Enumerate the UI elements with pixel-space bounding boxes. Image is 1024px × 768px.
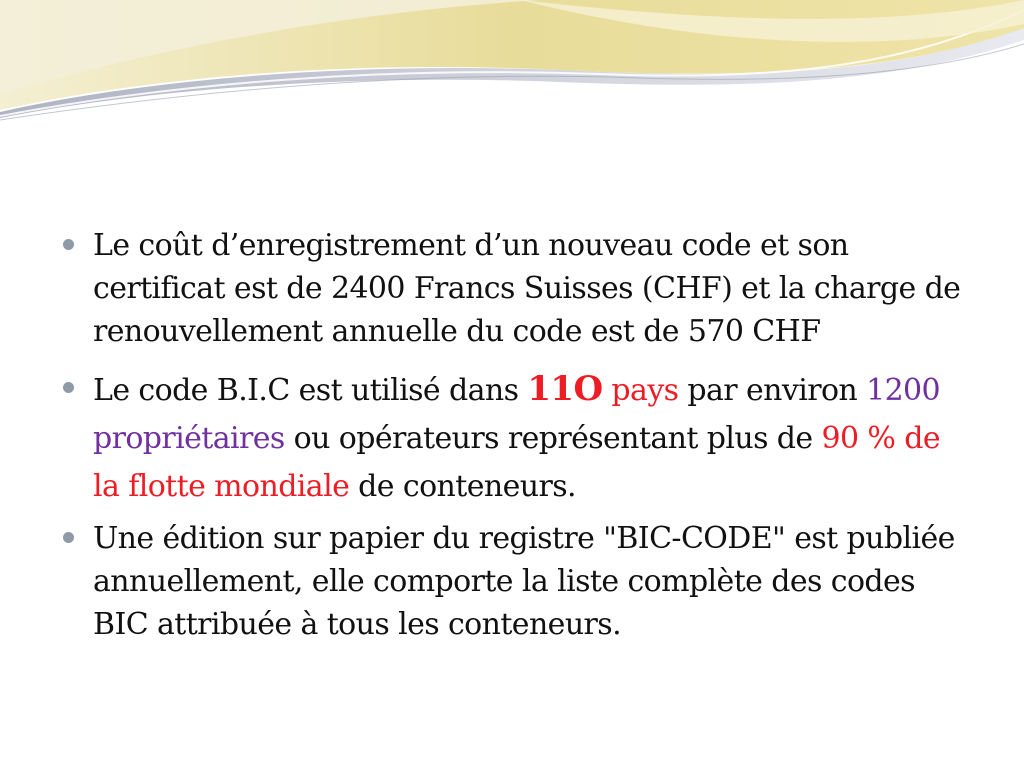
bullet-list xyxy=(60,224,970,658)
bullet-item-registration-cost xyxy=(60,224,970,353)
countries-label: pays xyxy=(602,373,679,408)
bullet-text-part: par environ xyxy=(678,373,867,408)
header-wave-decoration xyxy=(0,0,1024,130)
fleet-share: 90 % de la flotte mondiale xyxy=(93,421,941,504)
country-count: 11O xyxy=(527,369,603,409)
bullet-text-part: ou opérateurs représentant plus de xyxy=(284,421,822,456)
bullet-item-paper-edition xyxy=(60,517,970,646)
bullet-item-usage-stats xyxy=(60,365,970,511)
bullet-text: Une édition sur papier du registre "BIC-CODE" est publiée annuellement, elle comporte la liste complète des codes BIC attribuée à tous les conteneurs. xyxy=(93,521,955,642)
bullet-text-part: de conteneurs. xyxy=(349,469,576,504)
bullet-text-part: Le code B.I.C est utilisé dans xyxy=(93,373,528,408)
owners-count: 1200 propriétaires xyxy=(93,373,941,456)
bullet-dot-icon xyxy=(63,239,74,250)
bullet-text: Le coût d’enregistrement d’un nouveau code et son certificat est de 2400 Francs Suisses (CHF) et la charge de renouvellement annuelle du code est de 570 CHF xyxy=(93,228,961,349)
bullet-dot-icon xyxy=(63,382,74,393)
bullet-dot-icon xyxy=(63,532,74,543)
